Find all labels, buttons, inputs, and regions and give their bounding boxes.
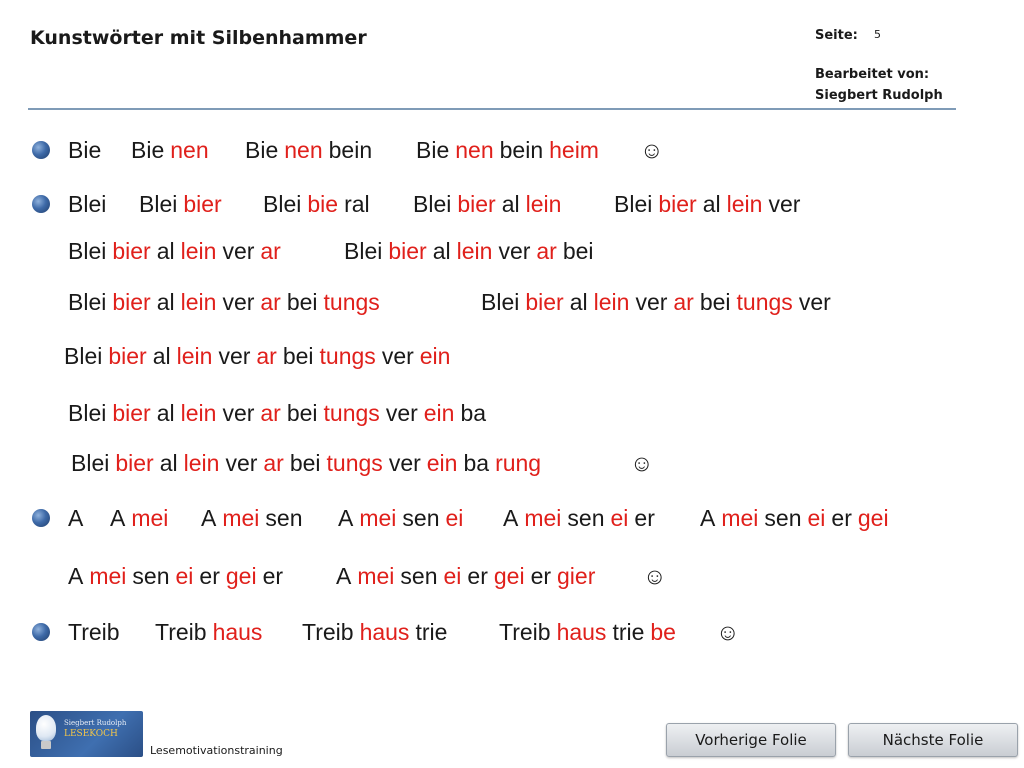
- syllable: be: [650, 619, 676, 645]
- word-group: [68, 235, 281, 267]
- syllable: bier: [525, 289, 564, 315]
- syllable: Bie: [245, 137, 279, 163]
- syllable: ba: [463, 450, 490, 476]
- footer-brand: Lesemotivationstraining: [150, 744, 283, 757]
- syllable: ei: [807, 505, 826, 531]
- syllable: ver: [635, 289, 668, 315]
- syllable: lein: [593, 289, 630, 315]
- syllable: nen: [170, 137, 209, 163]
- syllable: bier: [388, 238, 427, 264]
- syllable: A: [110, 505, 126, 531]
- syllable: Treib: [68, 619, 120, 645]
- syllable: tungs: [319, 343, 376, 369]
- syllable: ver: [222, 400, 255, 426]
- syllable: tungs: [326, 450, 383, 476]
- syllable: nen: [284, 137, 323, 163]
- syllable: A: [700, 505, 716, 531]
- syllable: er: [634, 505, 655, 531]
- syllable: A: [338, 505, 354, 531]
- syllable: Treib: [155, 619, 207, 645]
- lightbulb-icon: [36, 715, 56, 741]
- word-group: [481, 286, 831, 318]
- syllable: ar: [673, 289, 694, 315]
- next-slide-button[interactable]: Nächste Folie: [848, 723, 1018, 757]
- syllable: mei: [89, 563, 127, 589]
- syllable: Bie: [416, 137, 450, 163]
- syllable: ar: [263, 450, 284, 476]
- syllable: sen: [567, 505, 605, 531]
- syllable: er: [262, 563, 284, 589]
- word-group: [68, 397, 486, 429]
- syllable: er: [467, 563, 488, 589]
- syllable: sen: [402, 505, 440, 531]
- syllable: bei: [286, 400, 318, 426]
- syllable: Blei: [71, 450, 110, 476]
- syllable: bier: [115, 450, 154, 476]
- word-group: [201, 502, 303, 534]
- word-group: [110, 502, 168, 534]
- syllable: mei: [357, 563, 395, 589]
- syllable: ein: [419, 343, 451, 369]
- syllable: Blei: [344, 238, 383, 264]
- page-label: Seite:: [815, 28, 858, 43]
- syllable: bier: [112, 400, 151, 426]
- syllable: haus: [359, 619, 410, 645]
- word-group: [68, 286, 380, 318]
- syllable: ver: [768, 191, 801, 217]
- syllable: bier: [108, 343, 147, 369]
- header-divider: [28, 108, 956, 110]
- word-group: [503, 502, 655, 534]
- syllable: ver: [222, 238, 255, 264]
- word-group: [413, 188, 561, 220]
- lesekoch-logo: [30, 711, 143, 757]
- syllable: ar: [536, 238, 557, 264]
- syllable: haus: [212, 619, 263, 645]
- word-group: [68, 134, 101, 166]
- syllable: ba: [460, 400, 487, 426]
- syllable: lein: [180, 400, 217, 426]
- syllable: bei: [562, 238, 594, 264]
- word-group: [336, 560, 595, 592]
- page-number: 5: [874, 28, 881, 41]
- syllable: Blei: [139, 191, 178, 217]
- word-group: [614, 188, 800, 220]
- word-group: [68, 616, 120, 648]
- syllable: sen: [400, 563, 438, 589]
- syllable: ver: [222, 289, 255, 315]
- smiley-icon: ☺: [643, 563, 667, 589]
- syllable: ei: [443, 563, 462, 589]
- word-group: [344, 235, 594, 267]
- word-group: [499, 616, 676, 648]
- syllable: Treib: [302, 619, 354, 645]
- syllable: ral: [344, 191, 370, 217]
- syllable: lein: [456, 238, 493, 264]
- syllable: gei: [857, 505, 889, 531]
- editor-name: Siegbert Rudolph: [815, 88, 943, 103]
- syllable: haus: [556, 619, 607, 645]
- word-group: [155, 616, 262, 648]
- smiley-icon: ☺: [716, 619, 740, 645]
- smiley-icon: ☺: [630, 450, 654, 476]
- syllable: A: [503, 505, 519, 531]
- syllable: al: [156, 400, 175, 426]
- syllable: trie: [612, 619, 645, 645]
- word-group: [700, 502, 889, 534]
- word-group: [68, 560, 283, 592]
- syllable: ar: [260, 289, 281, 315]
- syllable: Blei: [263, 191, 302, 217]
- syllable: Blei: [68, 289, 107, 315]
- syllable: ver: [381, 343, 414, 369]
- syllable: gei: [225, 563, 257, 589]
- syllable: sen: [764, 505, 802, 531]
- syllable: mei: [131, 505, 169, 531]
- syllable: Bie: [131, 137, 165, 163]
- syllable: ar: [260, 400, 281, 426]
- syllable: Blei: [68, 191, 107, 217]
- syllable: bei: [286, 289, 318, 315]
- syllable: Blei: [413, 191, 452, 217]
- syllable: sen: [132, 563, 170, 589]
- syllable: Blei: [64, 343, 103, 369]
- syllable: al: [156, 289, 175, 315]
- word-group: [68, 188, 106, 220]
- syllable: bei: [282, 343, 314, 369]
- syllable: ar: [260, 238, 281, 264]
- syllable: bein: [328, 137, 373, 163]
- syllable: Blei: [68, 400, 107, 426]
- syllable: al: [156, 238, 175, 264]
- syllable: nen: [455, 137, 494, 163]
- syllable: bier: [112, 238, 151, 264]
- syllable: Treib: [499, 619, 551, 645]
- syllable: mei: [524, 505, 562, 531]
- word-group: [139, 188, 222, 220]
- syllable: lein: [726, 191, 763, 217]
- bullet-icon: [32, 141, 50, 159]
- syllable: ei: [610, 505, 629, 531]
- syllable: A: [68, 505, 84, 531]
- smiley-icon: ☺: [640, 137, 664, 163]
- word-group: [64, 340, 450, 372]
- syllable: lein: [183, 450, 220, 476]
- syllable: bei: [289, 450, 321, 476]
- syllable: bier: [112, 289, 151, 315]
- syllable: gier: [557, 563, 596, 589]
- word-group: [131, 134, 209, 166]
- word-group: [263, 188, 370, 220]
- syllable: lein: [180, 238, 217, 264]
- word-group: [302, 616, 447, 648]
- syllable: al: [569, 289, 588, 315]
- syllable: A: [201, 505, 217, 531]
- syllable: lein: [525, 191, 562, 217]
- syllable: ver: [388, 450, 421, 476]
- syllable: heim: [549, 137, 599, 163]
- syllable: ver: [218, 343, 251, 369]
- syllable: al: [152, 343, 171, 369]
- syllable: al: [159, 450, 178, 476]
- syllable: Blei: [68, 238, 107, 264]
- syllable: tungs: [323, 400, 380, 426]
- syllable: ver: [498, 238, 531, 264]
- syllable: bei: [699, 289, 731, 315]
- syllable: A: [68, 563, 84, 589]
- logo-author: Siegbert Rudolph: [64, 719, 127, 727]
- syllable: A: [336, 563, 352, 589]
- syllable: mei: [359, 505, 397, 531]
- syllable: ein: [426, 450, 458, 476]
- syllable: tungs: [323, 289, 380, 315]
- word-group: [68, 502, 83, 534]
- syllable: al: [432, 238, 451, 264]
- syllable: bier: [457, 191, 496, 217]
- syllable: mei: [222, 505, 260, 531]
- syllable: Blei: [481, 289, 520, 315]
- syllable: sen: [265, 505, 303, 531]
- syllable: gei: [493, 563, 525, 589]
- syllable: rung: [495, 450, 542, 476]
- syllable: bein: [499, 137, 544, 163]
- syllable: er: [831, 505, 852, 531]
- syllable: lein: [180, 289, 217, 315]
- syllable: ei: [445, 505, 464, 531]
- syllable: er: [199, 563, 220, 589]
- syllable: ver: [798, 289, 831, 315]
- previous-slide-button[interactable]: Vorherige Folie: [666, 723, 836, 757]
- syllable: mei: [721, 505, 759, 531]
- word-group: [71, 447, 541, 479]
- bullet-icon: [32, 195, 50, 213]
- syllable: ei: [175, 563, 194, 589]
- word-group: [338, 502, 463, 534]
- word-group: [245, 134, 372, 166]
- syllable: al: [501, 191, 520, 217]
- syllable: ver: [225, 450, 258, 476]
- syllable: lein: [176, 343, 213, 369]
- logo-brand: LESEKOCH: [64, 729, 118, 739]
- syllable: bier: [183, 191, 222, 217]
- page-title: Kunstwörter mit Silbenhammer: [30, 27, 367, 49]
- syllable: bie: [307, 191, 339, 217]
- syllable: al: [702, 191, 721, 217]
- syllable: ar: [256, 343, 277, 369]
- syllable: bier: [658, 191, 697, 217]
- syllable: er: [530, 563, 552, 589]
- word-group: [416, 134, 599, 166]
- bullet-icon: [32, 509, 50, 527]
- syllable: trie: [415, 619, 448, 645]
- edited-by-label: Bearbeitet von:: [815, 67, 930, 82]
- syllable: Blei: [614, 191, 653, 217]
- syllable: ein: [423, 400, 455, 426]
- syllable: Bie: [68, 137, 102, 163]
- lightbulb-base-icon: [41, 741, 51, 749]
- syllable: tungs: [736, 289, 793, 315]
- bullet-icon: [32, 623, 50, 641]
- syllable: ver: [385, 400, 418, 426]
